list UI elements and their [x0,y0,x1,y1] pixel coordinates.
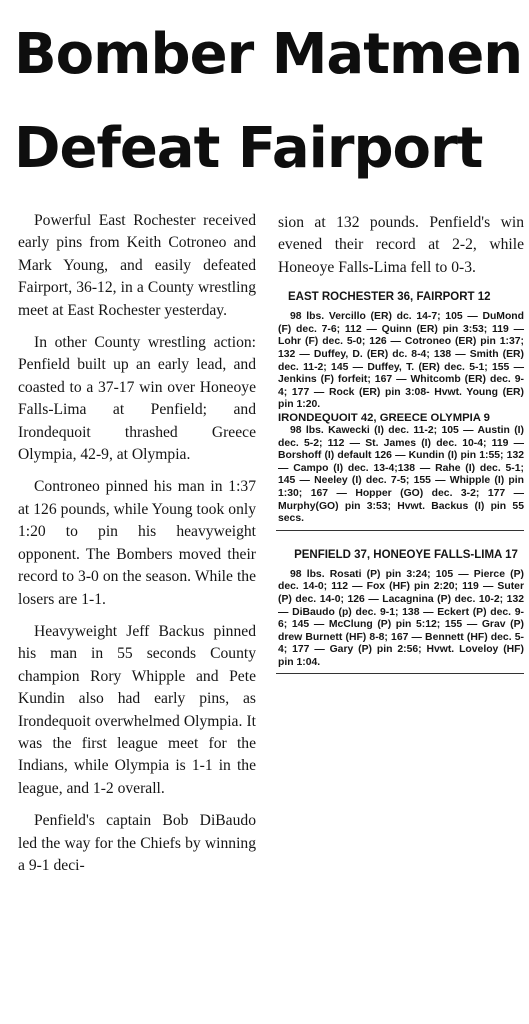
divider [276,673,524,674]
headline-line-2: Defeat Fairport [14,116,483,181]
results-heading-east-rochester: EAST ROCHESTER 36, FAIRPORT 12 [288,291,491,304]
results-body-penfield: 98 lbs. Rosati (P) pin 3:24; 105 — Pierce (P) dec. 14-0; 112 — Fox (HF) pin 2:20; 119 — Suter (P) dec. 14-0; 126 — Lacagnina (P) dec. 10-2; 132 — DiBaudo (p) dec. 9-1; 138 — Eckert (P) dec. 9-6; 145 — McClung (P) pin 5:12; 155 — Grav (P) drew Burnett (HF) 8-8; 167 — Bennett (HF) dec. 5-4; 177 — Gary (P) pin 2:56; Hvwt. Loveloy (HF) pin 1:04. [278,568,524,668]
divider [276,530,524,531]
story-paragraph: Penfield's captain Bob DiBaudo led the way for the Chiefs by winning a 9-1 deci- [18,812,256,874]
story-column-right [278,212,524,690]
story-paragraph: Heavyweight Jeff Backus pinned his man in 55 seconds County champion Rory Whipple and Pete Kundin also had early pins, as Irondequoit overwhelmed Olympia. It was the first league meet for the Indians, while Olympia is 1-1 in the league, and 1-2 overall. [18,622,256,797]
results-heading-penfield: PENFIELD 37, HONEOYE FALLS-LIMA 17 [294,548,518,561]
headline [14,8,524,196]
headline-line-1: Bomber Matmen [14,22,523,87]
story-continuation: sion at 132 pounds. Penfield's win evened their record at 2-2, while Honeoye Falls-Lima fell to 0-3. [278,214,524,276]
results-heading-irondequoit: IRONDEQUOIT 42, GREECE OLYMPIA 9 [278,411,490,424]
results-body-irondequoit: 98 lbs. Kawecki (I) dec. 11-2; 105 — Austin (I) dec. 5-2; 112 — St. James (I) dec. 10-4; 119 — Borshoff (I) default 126 — Kundin (I) pin 1:55; 132 — Campo (I) dec. 13-4;138 — Rahe (I) dec. 5-1; 145 — Neeley (I) dec. 7-5; 155 — Whipple (I) pin 1:30; 167 — Hopper (GO) dec. 3-2; 177 —Murphy(GO) pin 3:53; Hvwt. Backus (I) pin 55 secs. [278,424,524,525]
story-column-left [18,210,256,887]
results-body-east-rochester: 98 lbs. Vercillo (ER) dc. 14-7; 105 — DuMond (F) dec. 7-6; 112 — Quinn (ER) pin 3:53; 119 — Lohr (F) dec. 5-0; 126 — Cotroneo (ER) pin 1:37; 132 — Duffey, D. (ER) dc. 8-4; 138 — Smith (ER) dec. 11-2; 145 — Duffey, T. (ER) dec. 5-1; 155 — Jenkins (F) forfeit; 167 — Whitcomb (ER) dec. 9-4; 177 — Rock (ER) pin 3:08- Hvwt. Young (ER) pin 1:20. [278,311,524,411]
story-paragraph: Powerful East Rochester received early pins from Keith Cotroneo and Mark Young, and easily defeated Fairport, 36-12, in a County wrestling meet at East Rochester yesterday. [18,212,256,319]
story-paragraph: In other County wrestling action: Penfield built up an early lead, and coasted to a 37-17 win over Honeoye Falls-Lima at Penfield; and Irondequoit thrashed Greece Olympia, 42-9, at Olympia. [18,334,256,464]
story-paragraph: Controneo pinned his man in 1:37 at 126 pounds, while Young took only 1:20 to pin his heavyweight opponent. The Bombers moved their record to 3-0 on the season. While the losers are 1-1. [18,478,256,608]
